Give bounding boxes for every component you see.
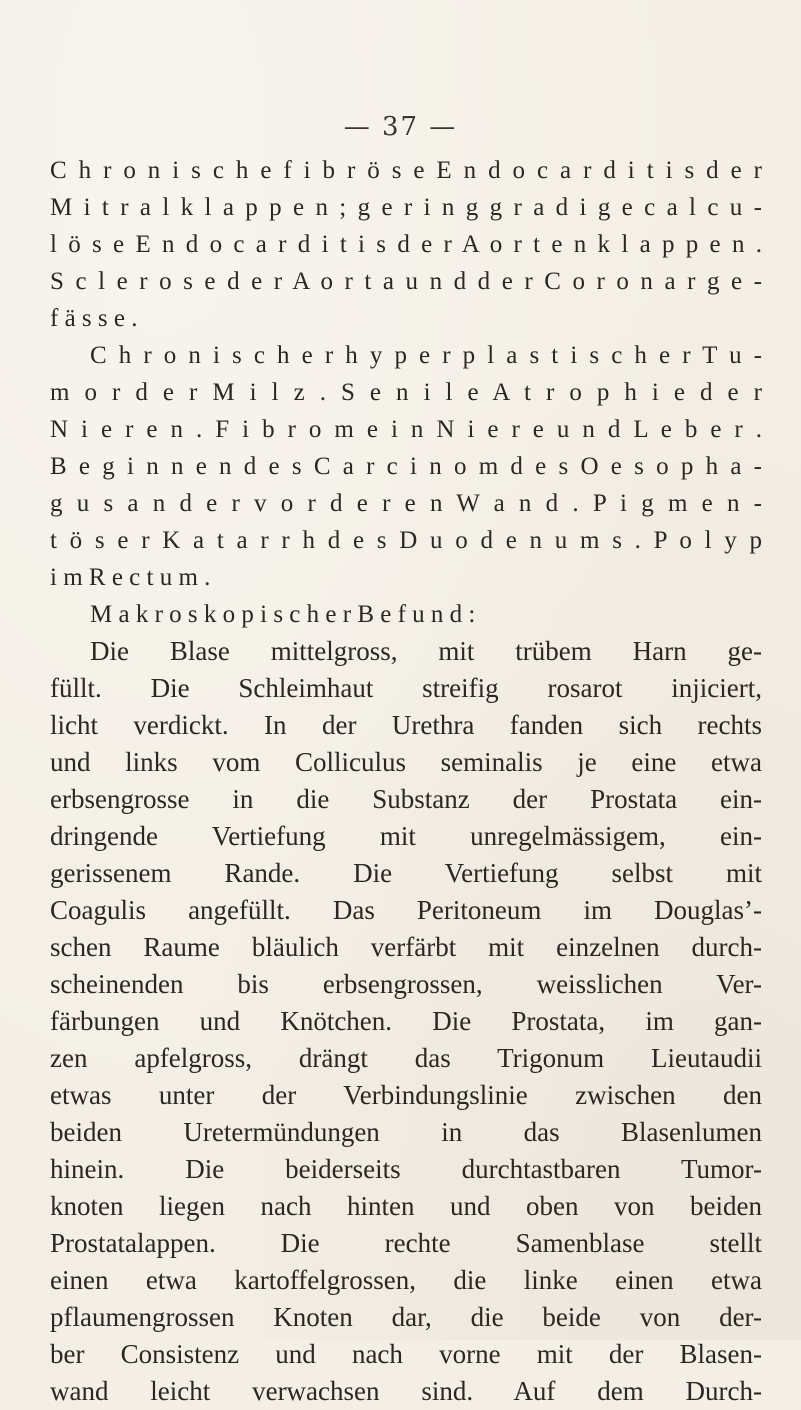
text-line: färbungen und Knötchen. Die Prostata, im gan- [50,1006,762,1036]
text-line: wand leicht verwachsen sind. Auf dem Durch- [50,1376,762,1406]
text-line: C h r o n i s c h e f i b r ö s e E n d o c a r d i t i s d e r [50,157,762,184]
text-line: g u s a n d e r v o r d e r e n W a n d . P i g m e n - [50,490,762,517]
text-line: Prostatalappen. Die rechte Samenblase stellt [50,1228,762,1258]
text-line: gerissenem Rande. Die Vertiefung selbst mit [50,858,762,888]
text-line: einen etwa kartoffelgrossen, die linke einen etwa [50,1265,762,1295]
section-heading: M a k r o s k o p i s c h e r B e f u n d : [90,601,476,628]
text-line: und links vom Colliculus seminalis je eine etwa [50,747,762,777]
text-line: licht verdickt. In der Urethra fanden sich rechts [50,710,762,740]
text-body [50,152,762,1410]
text-line: schen Raume bläulich verfärbt mit einzelnen durch- [50,932,762,962]
text-line: S c l e r o s e d e r A o r t a u n d d e r C o r o n a r g e - [50,268,762,295]
text-line: ber Consistenz und nach vorne mit der Blasen- [50,1339,762,1369]
text-line: hinein. Die beiderseits durchtastbaren Tumor- [50,1154,762,1184]
text-line: C h r o n i s c h e r h y p e r p l a s t i s c h e r T u - [90,342,762,369]
text-line: f ä s s e . [50,305,138,332]
text-line: l ö s e E n d o c a r d i t i s d e r A o r t e n k l a p p e n . [50,231,762,258]
text-line: dringende Vertiefung mit unregelmässigem, ein- [50,821,762,851]
text-line: Die Blase mittelgross, mit trübem Harn ge- [90,636,762,666]
text-line: B e g i n n e n d e s C a r c i n o m d e s O e s o p h a - [50,453,762,480]
text-line: knoten liegen nach hinten und oben von beiden [50,1191,762,1221]
text-line: scheinenden bis erbsengrossen, weisslichen Ver- [50,969,762,999]
text-line: beiden Uretermündungen in das Blasenlumen [50,1117,762,1147]
text-line: m o r d e r M i l z . S e n i l e A t r o p h i e d e r [50,379,762,406]
text-line: etwas unter der Verbindungslinie zwischen den [50,1080,762,1110]
page-number: — 37 — [343,112,458,142]
text-line: M i t r a l k l a p p e n ; g e r i n g g r a d i g e c a l c u - [50,194,762,221]
text-line: pflaumengrossen Knoten dar, die beide von der- [50,1302,762,1332]
text-line: füllt. Die Schleimhaut streifig rosarot injiciert, [50,673,762,703]
text-line: erbsengrosse in die Substanz der Prostata ein- [50,784,762,814]
text-line: i m R e c t u m . [50,564,211,591]
text-line: zen apfelgross, drängt das Trigonum Lieutaudii [50,1043,762,1073]
text-line: N i e r e n . F i b r o m e i n N i e r e u n d L e b e r . [50,416,762,443]
text-line: Coagulis angefüllt. Das Peritoneum im Douglas’- [50,895,762,925]
text-line: t ö s e r K a t a r r h d e s D u o d e n u m s . P o l y p [50,527,762,554]
